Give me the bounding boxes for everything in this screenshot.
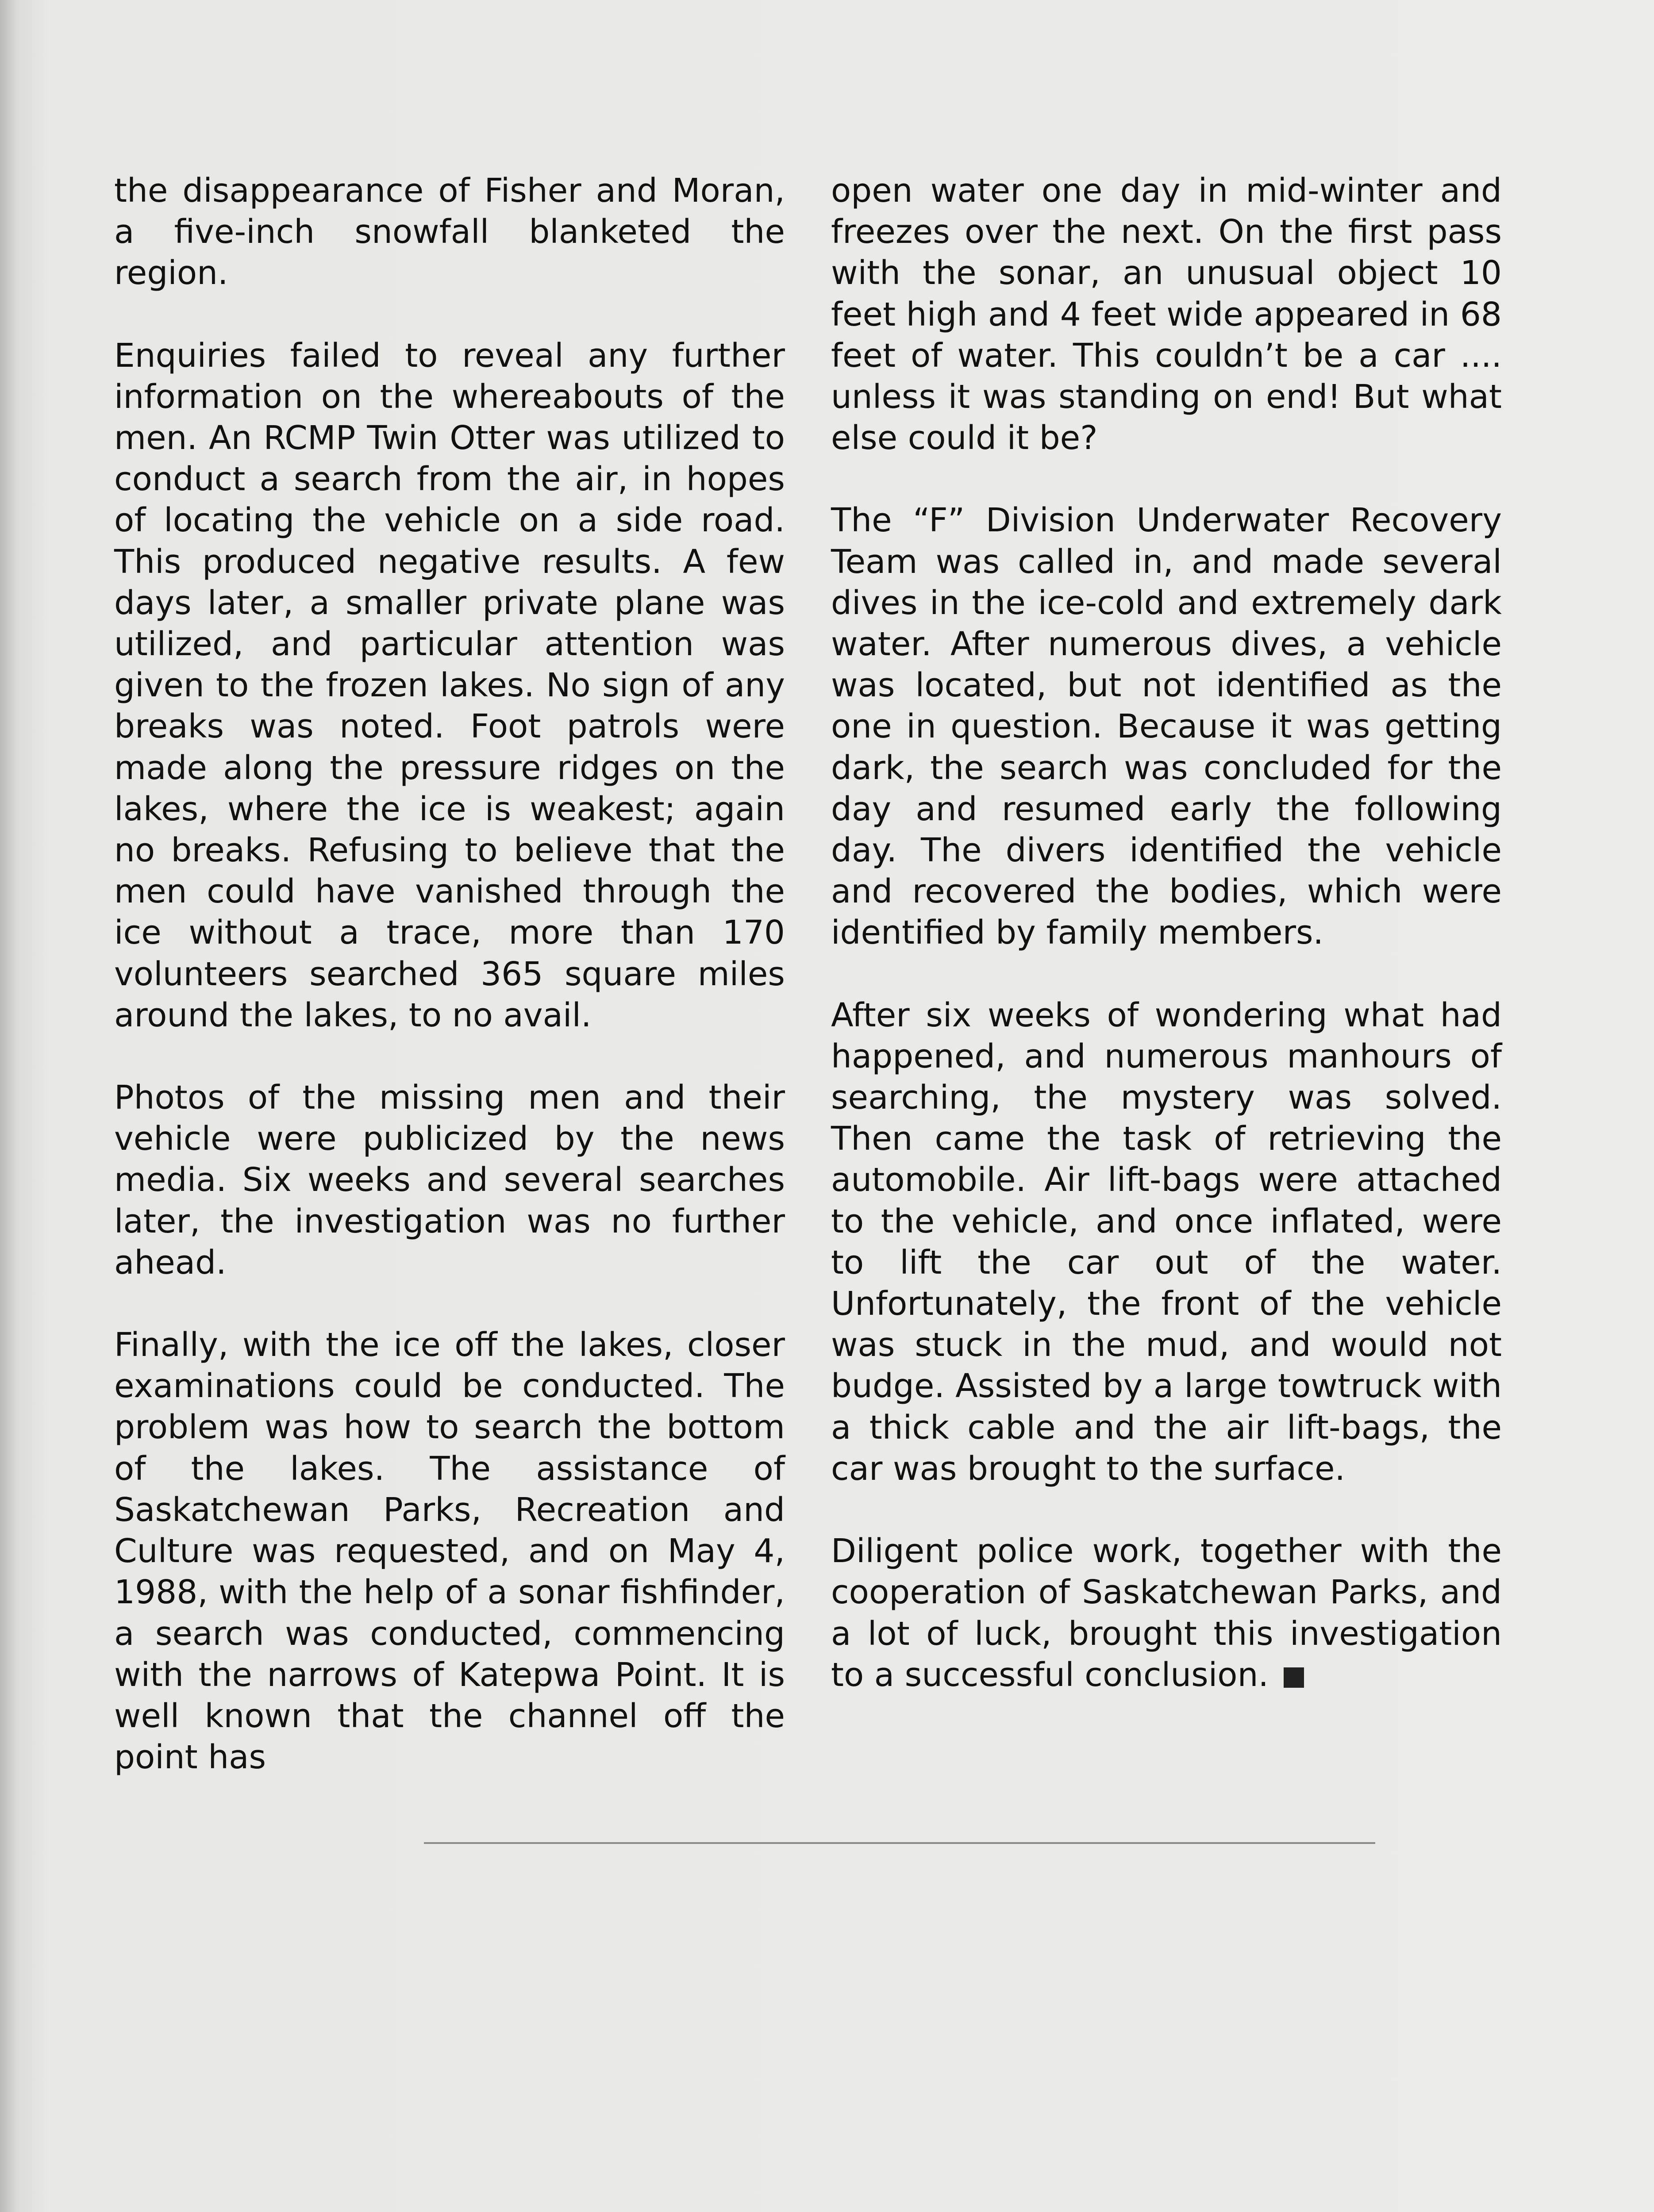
right-column [831,170,1502,1696]
paragraph: open water one day in mid-winter and freezes over the next. On the first pass with the sonar, an unusual object 10 feet high and 4 feet wide appeared in 68 feet of water. This couldn’t be a car .... unless it was standing on end! But what else could it be? [831,172,1502,457]
end-of-article-square-icon [1284,1667,1304,1688]
paragraph: Enquiries failed to reveal any further information on the whereabouts of the men. An RCMP Twin Otter was utilized to conduct a search from the air, in hopes of locating the vehicle on a side road. This produced negative results. A few days later, a smaller private plane was utilized, and particular attention was given to the frozen lakes. No sign of any breaks was noted. Foot patrols were made along the pressure ridges on the lakes, where the ice is weakest; again no breaks. Refusing to believe that the men could have vanished through the ice without a trace, more than 170 volunteers searched 365 square miles around the lakes, to no avail. [114,336,785,1034]
paragraph: Photos of the missing men and their vehicle were publicized by the news media. Six weeks and several searches later, the investigation was no further ahead. [114,1079,785,1282]
paragraph: The “F” Division Underwater Recovery Team was called in, and made several dives in the ice-cold and extremely dark water. After numerous dives, a vehicle was located, but not identified as the one in question. Because it was getting dark, the search was concluded for the day and resumed early the following day. The divers identified the vehicle and recovered the bodies, which were identified by family members. [831,501,1502,952]
final-paragraph [831,1531,1502,1696]
left-column [114,170,785,1778]
paragraph: the disappearance of Fisher and Moran, a five-inch snowfall blanketed the region. [114,172,785,292]
paragraph: After six weeks of wondering what had happened, and numerous manhours of searching, the mystery was solved. Then came the task of retrieving the automobile. Air lift-bags were attached to the vehicle, and once inflated, were to lift the car out of the water. Unfortunately, the front of the vehicle was stuck in the mud, and would not budge. Assisted by a large towtruck with a thick cable and the air lift-bags, the car was brought to the surface. [831,996,1502,1488]
paragraph-text: Diligent police work, together with the cooperation of Saskatchewan Parks, and a lot of luck, brought this investigation to a successful conclusion. [831,1532,1502,1694]
paragraph: Finally, with the ice off the lakes, closer examinations could be conducted. The problem was how to search the bottom of the lakes. The assistance of Saskatchewan Parks, Recreation and Culture was requested, and on May 4, 1988, with the help of a sonar fishfinder, a search was conducted, commencing with the narrows of Katepwa Point. It is well known that the channel off the point has [114,1326,785,1777]
divider-rule [424,1842,1375,1844]
